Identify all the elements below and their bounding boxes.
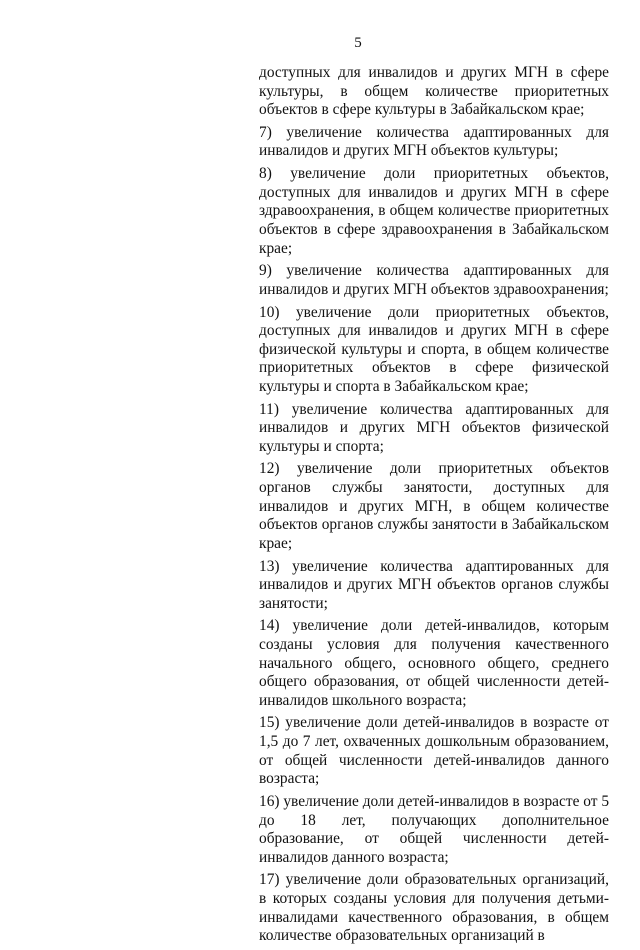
list-item-14: 14) увеличение доли детей-инвалидов, которым созданы условия для получения качественного начального общего, основного общего, среднего общего образования, от общей численности детей-инвалидов школьного возраста;	[259, 617, 609, 709]
list-item-17: 17) увеличение доли образовательных организаций, в которых созданы условия для получения детьми-инвалидами качественного образования, в общем количестве образовательных организаций в	[259, 871, 609, 945]
list-item-12: 12) увеличение доли приоритетных объектов органов службы занятости, доступных для инвалидов и других МГН, в общем количестве объектов органов службы занятости в Забайкальском крае;	[259, 460, 609, 552]
list-item-8: 8) увеличение доли приоритетных объектов, доступных для инвалидов и других МГН в сфере здравоохранения, в общем количестве приоритетных объектов в сфере здравоохранения в Забайкальском крае;	[259, 165, 609, 257]
document-body	[259, 64, 609, 950]
list-item-10: 10) увеличение доли приоритетных объектов, доступных для инвалидов и других МГН в сфере физической культуры и спорта, в общем количестве приоритетных объектов в сфере физической культуры и спорта в Забайкальском крае;	[259, 303, 609, 395]
list-item-9: 9) увеличение количества адаптированных для инвалидов и других МГН объектов здравоохранения;	[259, 262, 609, 298]
list-item-7: 7) увеличение количества адаптированных для инвалидов и других МГН объектов культуры;	[259, 123, 609, 160]
list-item-16: 16) увеличение доли детей-инвалидов в возрасте от 5 до 18 лет, получающих дополнительное образование, от общей численности детей-инвалидов данного возраста;	[259, 792, 610, 866]
page-number: 5	[354, 35, 362, 51]
list-item-13: 13) увеличение количества адаптированных для инвалидов и других МГН объектов органов службы занятости;	[259, 557, 609, 612]
paragraph-continuation: доступных для инвалидов и других МГН в сфере культуры, в общем количестве приоритетных объектов в сфере культуры в Забайкальском крае;	[259, 64, 609, 119]
list-item-11: 11) увеличение количества адаптированных для инвалидов и других МГН объектов физической культуры и спорта;	[259, 400, 609, 455]
list-item-15: 15) увеличение доли детей-инвалидов в возрасте от 1,5 до 7 лет, охваченных дошкольным образованием, от общей численности детей-инвалидов данного возраста;	[259, 714, 609, 788]
